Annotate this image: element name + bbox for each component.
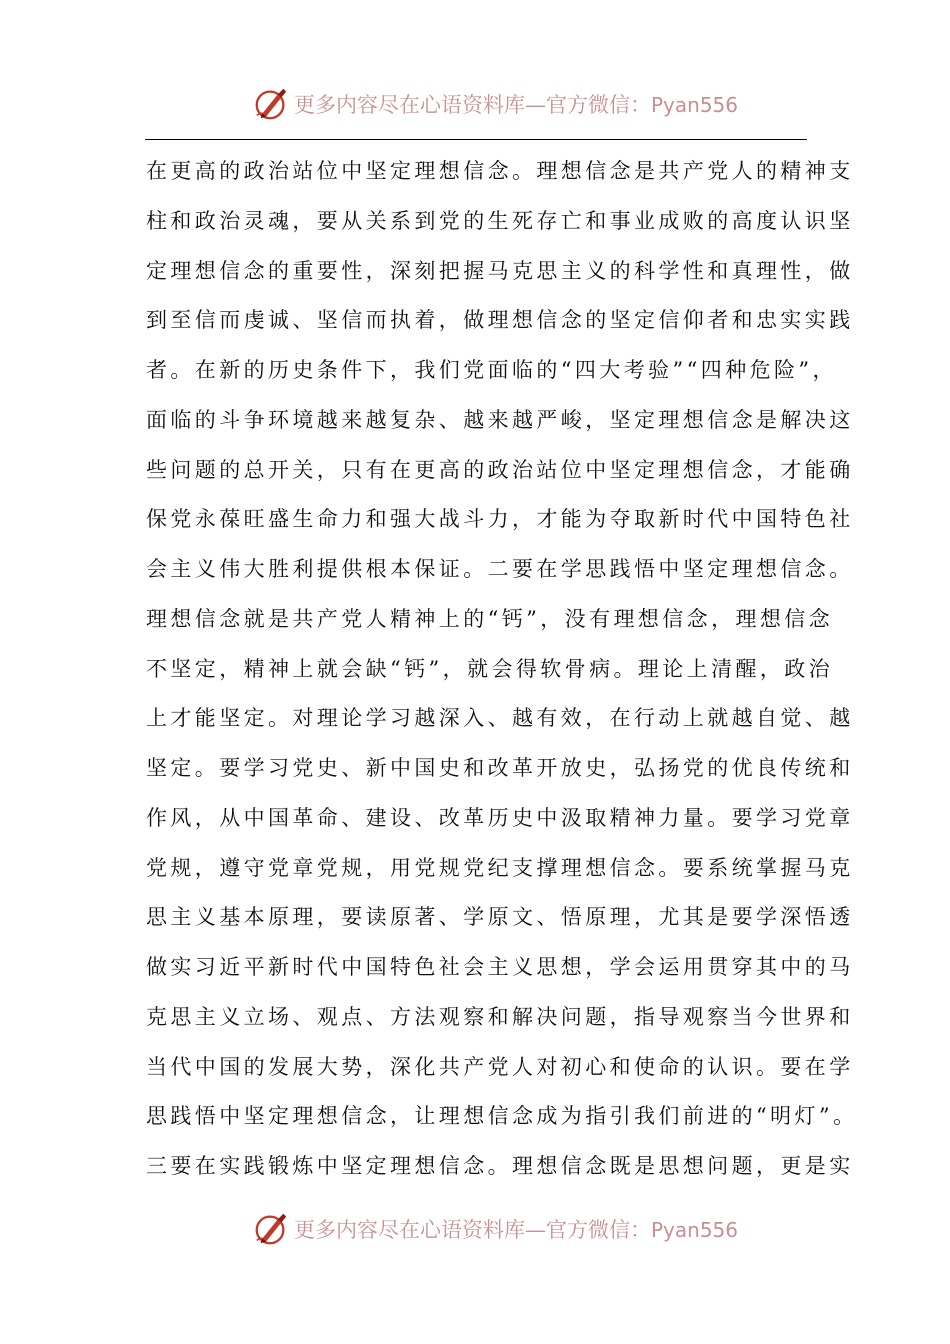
- text-line: 三要在实践锻炼中坚定理想信念。理想信念既是思想问题，更是实: [146, 1154, 854, 1178]
- text-line: 会主义伟大胜利提供根本保证。二要在学思践悟中坚定理想信念。: [146, 557, 854, 581]
- pen-logo-icon: [252, 1210, 290, 1248]
- text-line: 面临的斗争环境越来越复杂、越来越严峻，坚定理想信念是解决这: [146, 407, 854, 432]
- text-line: 保党永葆旺盛生命力和强大战斗力，才能为夺取新时代中国特色社: [146, 507, 854, 532]
- text-line: 到至信而虔诚、坚信而执着，做理想信念的坚定信仰者和忠实实践: [146, 308, 854, 333]
- header-banner: [0, 82, 950, 126]
- text-line: 不坚定，精神上就会缺“钙”，就会得软骨病。理论上清醒，政治: [146, 656, 834, 681]
- text-line: 坚定。要学习党史、新中国史和改革开放史，弘扬党的优良传统和: [146, 756, 854, 780]
- text-line: 做实习近平新时代中国特色社会主义思想，学会运用贯穿其中的马: [146, 955, 854, 979]
- text-line: 党规，遵守党章党规，用党规党纪支撑理想信念。要系统掌握马克: [146, 855, 854, 880]
- text-line: 者。在新的历史条件下，我们党面临的“四大考验”“四种危险”，: [146, 358, 837, 382]
- banner-text: 更多内容尽在心语资料库—官方微信：Pyan556: [293, 1218, 738, 1242]
- footer-banner: [0, 1207, 950, 1251]
- text-line: 在更高的政治站位中坚定理想信念。理想信念是共产党人的精神支: [146, 159, 854, 183]
- text-line: 当代中国的发展大势，深化共产党人对初心和使命的认识。要在学: [146, 1054, 854, 1079]
- text-line: 克思主义立场、观点、方法观察和解决问题，指导观察当今世界和: [146, 1004, 854, 1029]
- text-line: 上才能坚定。对理论学习越深入、越有效，在行动上就越自觉、越: [146, 706, 854, 731]
- text-line: 作风，从中国革命、建设、改革历史中汲取精神力量。要学习党章: [146, 805, 854, 830]
- banner-text: 更多内容尽在心语资料库—官方微信：Pyan556: [293, 93, 738, 117]
- text-line: 柱和政治灵魂，要从关系到党的生死存亡和事业成败的高度认识坚: [146, 208, 854, 233]
- header-divider: [145, 139, 807, 140]
- text-line: 思主义基本原理，要读原著、学原文、悟原理，尤其是要学深悟透: [146, 905, 854, 930]
- pen-logo-icon: [252, 85, 290, 123]
- text-line: 理想信念就是共产党人精神上的“钙”，没有理想信念，理想信念: [146, 606, 834, 631]
- text-line: 定理想信念的重要性，深刻把握马克思主义的科学性和真理性，做: [146, 258, 854, 283]
- wechat-id: Pyan556: [650, 93, 738, 117]
- text-line: 思践悟中坚定理想信念，让理想信念成为指引我们前进的“明灯”。: [146, 1104, 858, 1129]
- text-line: 些问题的总开关，只有在更高的政治站位中坚定理想信念，才能确: [146, 457, 854, 482]
- wechat-id: Pyan556: [650, 1218, 738, 1242]
- body-text: [146, 147, 858, 1192]
